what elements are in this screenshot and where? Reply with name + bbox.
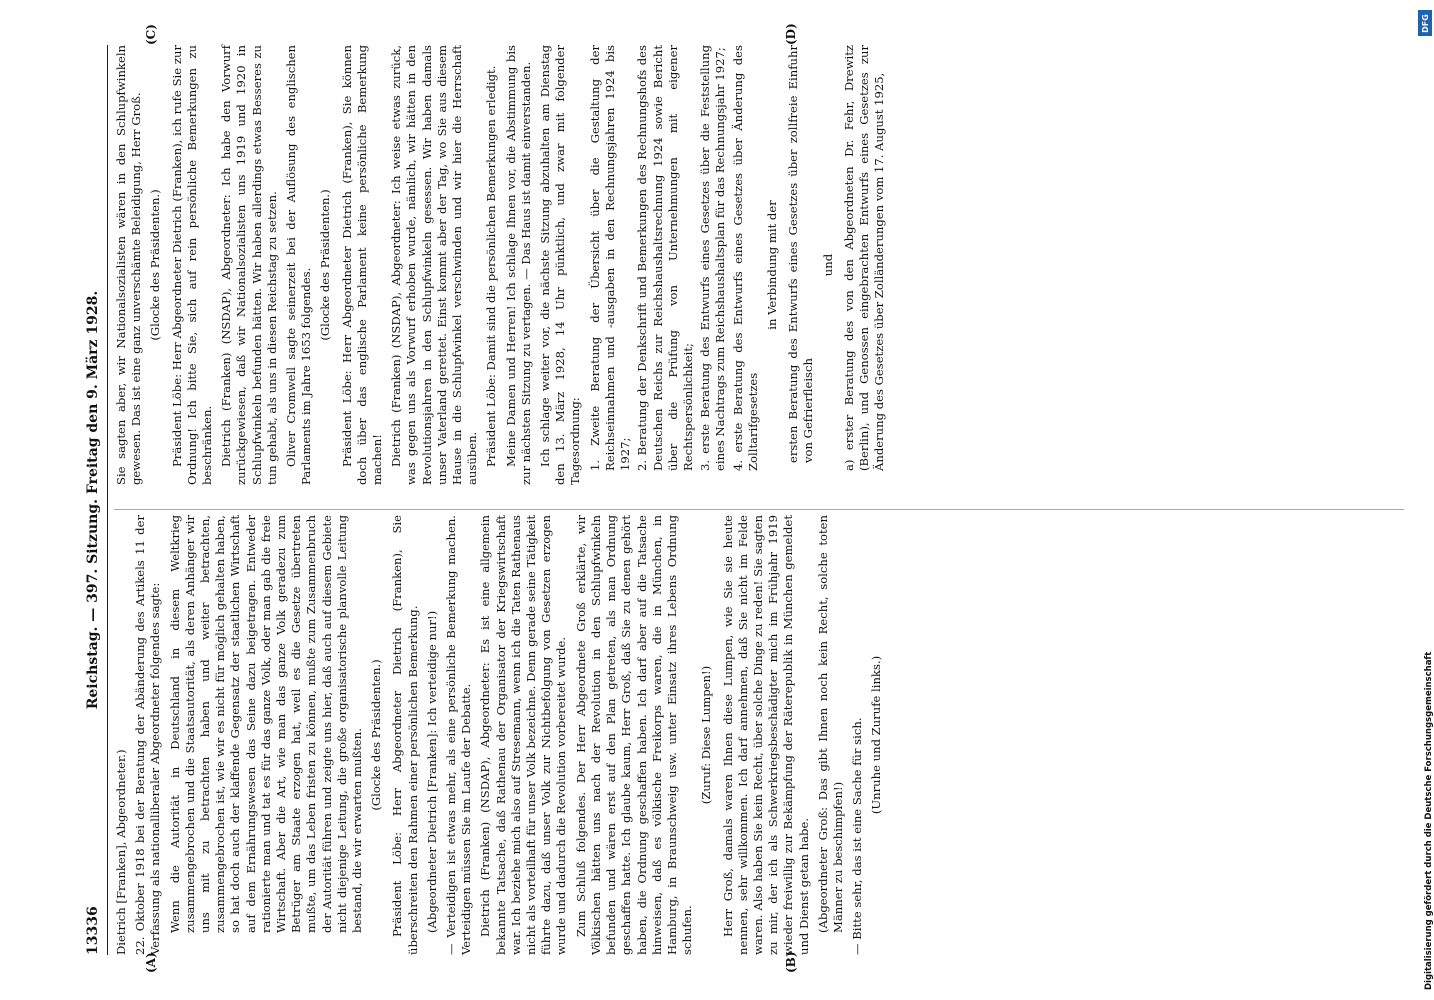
paragraph: in Verbindung mit der — [764, 200, 779, 330]
funding-note: Digitalisierung gefördert durch die Deutsche Forschungsgemeinschaft — [1424, 651, 1434, 990]
dfg-logo-text: DFG — [1420, 13, 1430, 33]
paragraph: (Abgeordneter Groß: Das gibt Ihnen noch kein Recht, solche toten Männer zu beschimpfen!) — [815, 515, 845, 933]
paragraph: Zum Schluß folgendes. Der Herr Abgeordnete Groß erklärte, wir Völkischen hätten uns nach der Revolution in den Schlupfwinkeln befunden und wären erst auf den Plan getreten, als man Ordnung geschaffen hatte. Ich glaube kaum, Herr Groß, daß Sie zu denen gehört haben, die Ordnung geschaffen haben. Ich darf aber auf die Tatsache hinweisen, daß es völkische Freikorps waren, die in München, in Hamburg, in Braunschweig usw. unter Einsatz ihres Lebens Ordnung schufen. — [573, 515, 695, 955]
paragraph: a) erster Beratung des von den Abgeordneten Dr. Fehr, Drewitz (Berlin), und Genossen eingebrachten Entwurfs eines Gesetzes zur Änderung des Gesetzes über Zolländerungen vom 17. August 1925, — [841, 45, 887, 471]
paragraph: (Zuruf: Diese Lumpen!) — [699, 665, 714, 805]
paragraph: Präsident Löbe: Damit sind die persönlichen Bemerkungen erledigt. — [484, 65, 499, 467]
page-header — [84, 45, 106, 955]
header-rule — [107, 45, 108, 955]
paragraph: 4. erste Beratung des Entwurfs eines Gesetzes über Änderung des Zolltarifgesetzes — [730, 45, 760, 471]
paragraph: — Verteidigen ist etwas mehr, als eine persönliche Bemerkung machen. Verteidigen müssen Sie im Laufe der Debatte. — [444, 515, 474, 955]
paragraph: (Glocke des Präsidenten.) — [369, 659, 384, 811]
paragraph: Ich schlage weiter vor, die nächste Sitzung abzuhalten am Dienstag den 13. März 1928, 14 Uhr pünktlich, und zwar mit folgender Tagesordnung: — [538, 45, 583, 485]
dfg-logo — [1418, 10, 1432, 36]
paragraph: Dietrich [Franken], Abgeordneter.) — [114, 749, 128, 955]
left-column — [114, 515, 891, 955]
page-number: 13336 — [85, 906, 101, 955]
paragraph: Oliver Cromwell sagte seinerzeit bei der Auflösung des englischen Parlaments im Jahre 1653 folgendes. — [284, 45, 314, 485]
margin-marker-c: (C) — [144, 24, 158, 45]
paragraph: (Unruhe und Zurufe links.) — [869, 655, 884, 815]
paragraph: Dietrich (Franken) (NSDAP), Abgeordneter: Ich habe den Vorwurf zurückgewiesen, daß wir Nationalsozialisten uns 1919 und 1920 in Schlupfwinkeln befunden hätten. Wir haben allerdings etwas Besseres zu tun gehabt, als uns in diesen Reichstag zu setzen. — [219, 45, 279, 485]
paragraph: Dietrich (Franken) (NSDAP), Abgeordneter: Es ist eine allgemein bekannte Tatsache, daß Rathenau der Organisator der Kriegswirtschaft war. Ich beziehe mich also auf Stresemann, wenn ich die Taten Rathenaus nicht als vorteilhaft für unser Volk bezeichne. Denn gerade seine Tätigkeit führte dazu, daß unser Volk zur Nichtbefolgung von Gesetzen erzogen wurde und dadurch die Revolution vorbereitet wurde. — [478, 515, 569, 955]
paragraph: (Glocke des Präsidenten.) — [318, 189, 333, 341]
paragraph: und — [820, 253, 835, 277]
margin-marker-d: (D) — [784, 23, 798, 45]
column-divider — [114, 509, 1404, 510]
paragraph: 3. erste Beratung des Entwurfs eines Gesetzes über die Feststellung eines Nachtrags zum Reichshaushaltsplan für das Rechnungsjahr 1927; — [698, 45, 728, 471]
paragraph: Dietrich (Franken) (NSDAP), Abgeordneter: Ich weise etwas zurück, was gegen uns als Vorwurf erhoben wurde, nämlich, wir hätten in den Revolutionsjahren in den Schlupfwinkeln gesessen. Wir haben damals unser Vaterland gerettet. Einst kommt aber der Tag, wo Sie aus diesem Hause in die Schlupfwinkel verschwinden und wir hier die Herrschaft ausüben. — [389, 45, 480, 485]
paragraph: Herr Groß, damals waren Ihnen diese Lumpen, wie Sie sie heute nennen, sehr willkommen. Ich darf annehmen, daß Sie nicht im Felde waren. Also haben Sie kein Recht, über solche Dinge zu reden! Sie sagten zu mir, der ich als Schwerkriegsbeschädigter mich im Frühjahr 1919 wieder freiwillig zur Bekämpfung der Räterepublik in München gemeldet und Dienst getan habe. — [720, 515, 811, 955]
paragraph: Meine Damen und Herren! Ich schlage Ihnen vor, die Abstimmung bis zur nächsten Sitzung zu vertagen. — Das Haus ist damit einverstanden. — [503, 45, 533, 485]
paragraph: Präsident Löbe: Herr Abgeordneter Dietrich (Franken), Sie können doch über das englische Parlament keine persönliche Bemerkung machen! — [339, 45, 385, 485]
margin-marker-a: (A) — [144, 952, 158, 973]
paragraph: ersten Beratung des Entwurfs eines Gesetzes über zollfreie Einfuhr von Gefrierfleisch — [786, 45, 816, 463]
paragraph: (Glocke des Präsidenten.) — [148, 189, 163, 341]
paragraph: 1. Zweite Beratung der Übersicht über die Gestaltung der Reichseinnahmen und -ausgaben in den Rechnungsjahren 1924 bis 1927; — [587, 45, 633, 471]
paragraph: (Abgeordneter Dietrich [Franken]: Ich verteidige nur!) — [424, 610, 439, 933]
margin-marker-b: (B) — [784, 951, 798, 973]
paragraph: — Bitte sehr, das ist eine Sache für sich. — [850, 717, 865, 955]
right-column — [114, 45, 889, 485]
paragraph: 2. Beratung der Denkschrift und Bemerkungen des Rechnungshofs des Deutschen Reichs zur Reichshaushaltsrechnung 1924 sowie Bericht über die Prüfung von Unternehmungen mit eigener Rechtspersönlichkeit; — [635, 45, 695, 471]
paragraph: Präsident Löbe: Herr Abgeordneter Dietrich (Franken), ich rufe Sie zur Ordnung! Ich bitte Sie, sich auf rein persönliche Bemerkungen zu beschränken. — [169, 45, 215, 485]
paragraph: Präsident Löbe: Herr Abgeordneter Dietrich (Franken), Sie überschreiten den Rahmen einer persönlichen Bemerkung. — [390, 515, 420, 955]
paragraph: Sie sagten aber, wir Nationalsozialisten wären in den Schlupfwinkeln gewesen. Das ist eine ganz unverschämte Beleidigung, Herr Groß. — [114, 45, 144, 485]
paragraph: 22. Oktober 1918 bei der Beratung der Abänderung des Artikels 11 der Verfassung als nationalliberaler Abgeordneter folgendes sagte: — [133, 515, 163, 955]
page-title: Reichstag. — 397. Sitzung. Freitag den 9. März 1928. — [85, 290, 101, 710]
paragraph: Wenn die Autorität in Deutschland in diesem Weltkrieg zusammengebrochen und die Staatsautorität, als deren Anhänger wir uns mit zu betrachten haben und weiter betrachten, zusammengebrochen ist, wie wir es nicht für möglich gehalten haben, so hat doch auch der klaffende Gegensatz der staatlichen Wirtschaft auf dem Ernährungswesen das Seine dazu beigetragen. Entweder rationierte man und tat es für das ganze Volk, oder man gab die freie Wirtschaft. Aber die Art, wie man das ganze Volk geradezu zum Betrüger am Staate erzogen hat, weil es die Gesetze übertreten mußte, um das Leben fristen zu können, mußte zum Zusammenbruch der Autorität führen und zeigte uns hier, daß auch auf diesem Gebiete nicht diejenige Leitung, die große organisatorische planvolle Leitung bestand, die wir erwarten mußten. — [167, 515, 365, 933]
document-page — [84, 25, 1414, 975]
